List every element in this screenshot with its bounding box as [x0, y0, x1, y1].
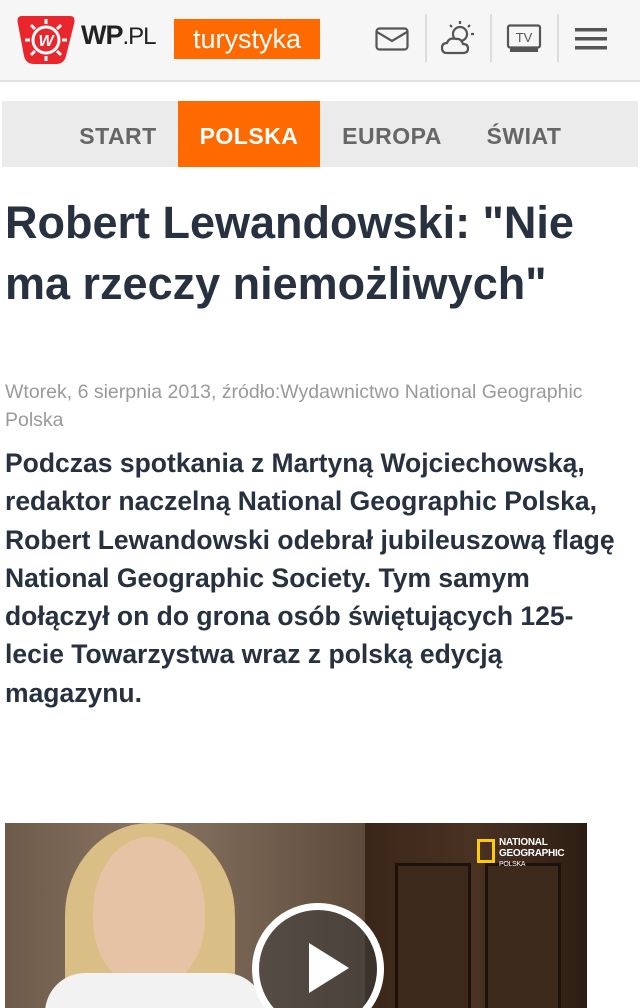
ng-watermark-text: NATIONAL GEOGRAPHIC POLSKA — [499, 837, 565, 868]
tv-icon[interactable] — [492, 14, 556, 64]
door-panel — [395, 863, 471, 1008]
wp-sun-logo-icon[interactable] — [14, 10, 78, 68]
svg-text:W: W — [38, 33, 54, 50]
video-player[interactable] — [5, 823, 587, 1008]
play-icon — [309, 943, 349, 993]
ng-yellow-frame-icon — [477, 839, 495, 863]
tab-start[interactable]: START — [79, 123, 157, 149]
video-person-face — [93, 837, 205, 987]
video-person-shirt — [45, 973, 265, 1008]
tv-label: TV — [515, 30, 533, 45]
logo-wordmark[interactable] — [81, 20, 156, 51]
section-tag[interactable]: turystyka — [174, 19, 320, 59]
logo-domain: .PL — [122, 23, 156, 50]
article-title: Robert Lewandowski: "Nie ma rzeczy niemożliwych" — [5, 197, 574, 309]
logo-brand: WP — [81, 20, 123, 50]
national-geographic-logo — [477, 837, 587, 871]
tab-polska[interactable]: POLSKA — [178, 101, 320, 167]
weather-icon[interactable] — [427, 14, 491, 64]
article-meta: Wtorek, 6 sierpnia 2013, źródło:Wydawnictwo National Geographic Polska — [5, 381, 583, 431]
article-lead: Podczas spotkania z Martyną Wojciechowską, redaktor naczelną National Geographic Polska, Robert Lewandowski odebrał jubileuszową flagę National Geographic Society. Tym samym dołączył on do grona osób świętujących 125-lecie Towarzystwa wraz z polską edycją magazynu. — [5, 448, 615, 708]
top-header — [0, 0, 640, 82]
category-nav — [2, 101, 638, 167]
mail-icon[interactable] — [360, 14, 424, 64]
menu-icon[interactable] — [559, 14, 623, 64]
tab-europa[interactable]: EUROPA — [342, 123, 442, 149]
door-panel — [485, 863, 561, 1008]
tab-swiat[interactable]: ŚWIAT — [486, 123, 562, 149]
